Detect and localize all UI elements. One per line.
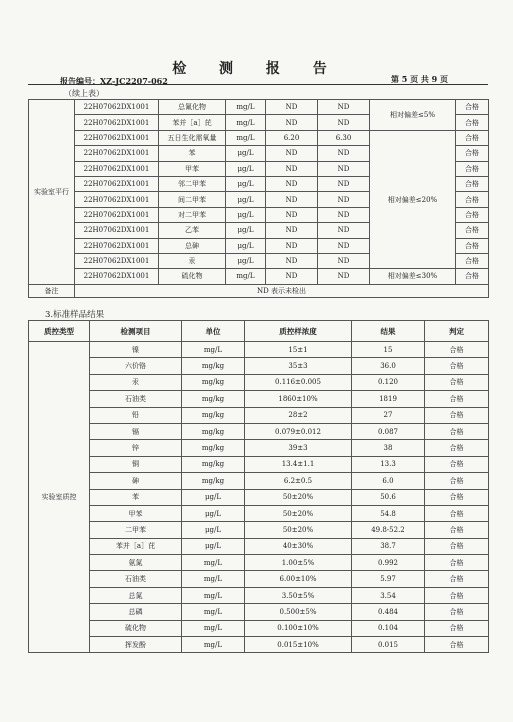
unit-cell: μg/L	[182, 538, 245, 554]
verdict-cell: 合格	[425, 555, 489, 571]
unit-cell: mg/L	[182, 571, 245, 587]
parallel-table	[28, 99, 489, 298]
qc-category-cell: 实验室平行	[29, 100, 75, 285]
standard-value-cell: 0.079±0.012	[245, 423, 352, 439]
col-header: 结果	[352, 321, 425, 342]
result-1-cell: ND	[266, 146, 318, 161]
result-2-cell: ND	[318, 223, 370, 238]
result-2-cell: ND	[318, 146, 370, 161]
sample-id-cell: 22H07062DX1001	[75, 207, 159, 222]
test-item-cell: 镍	[90, 342, 182, 358]
result-cell: 5.97	[352, 571, 425, 587]
verdict-cell: 合格	[456, 100, 489, 115]
table-row	[29, 505, 489, 521]
standard-value-cell: 28±2	[245, 407, 352, 423]
result-1-cell: ND	[266, 176, 318, 191]
unit-cell: μg/L	[226, 207, 266, 222]
test-item-cell: 间二甲苯	[159, 192, 226, 207]
result-2-cell: ND	[318, 100, 370, 115]
result-cell: 0.087	[352, 423, 425, 439]
result-1-cell: ND	[266, 161, 318, 176]
table-row	[29, 473, 489, 489]
unit-cell: μg/L	[226, 192, 266, 207]
sample-id-cell: 22H07062DX1001	[75, 223, 159, 238]
unit-cell: mg/L	[182, 587, 245, 603]
criteria-cell: 相对偏差≤5%	[370, 100, 456, 131]
table-row	[29, 538, 489, 554]
table-row	[29, 620, 489, 636]
test-item-cell: 汞	[159, 253, 226, 268]
table-row	[29, 342, 489, 358]
result-2-cell: ND	[318, 115, 370, 130]
result-cell: 27	[352, 407, 425, 423]
test-item-cell: 苯并［a］芘	[159, 115, 226, 130]
table-row	[29, 555, 489, 571]
test-item-cell: 苯	[159, 146, 226, 161]
remark-row	[29, 284, 489, 297]
result-2-cell: ND	[318, 161, 370, 176]
table-row	[29, 604, 489, 620]
table-row	[29, 391, 489, 407]
col-header: 检测项目	[90, 321, 182, 342]
sample-id-cell: 22H07062DX1001	[75, 146, 159, 161]
verdict-cell: 合格	[456, 253, 489, 268]
verdict-cell: 合格	[425, 456, 489, 472]
standard-value-cell: 1860±10%	[245, 391, 352, 407]
test-item-cell: 苯	[90, 489, 182, 505]
result-2-cell: 6.30	[318, 130, 370, 145]
result-1-cell: ND	[266, 238, 318, 253]
verdict-cell: 合格	[456, 223, 489, 238]
report-number: 报告编号：XZ-JC2207-062	[60, 76, 168, 86]
unit-cell: mg/kg	[182, 358, 245, 374]
verdict-cell: 合格	[425, 522, 489, 538]
result-cell: 15	[352, 342, 425, 358]
test-item-cell: 总氰化物	[159, 100, 226, 115]
result-1-cell: ND	[266, 115, 318, 130]
result-2-cell: ND	[318, 238, 370, 253]
verdict-cell: 合格	[456, 192, 489, 207]
table-row	[29, 522, 489, 538]
unit-cell: mg/kg	[182, 440, 245, 456]
result-2-cell: ND	[318, 269, 370, 284]
verdict-cell: 合格	[425, 423, 489, 439]
verdict-cell: 合格	[425, 440, 489, 456]
unit-cell: μg/L	[226, 223, 266, 238]
test-item-cell: 镉	[90, 423, 182, 439]
unit-cell: mg/L	[182, 604, 245, 620]
unit-cell: mg/kg	[182, 423, 245, 439]
standard-value-cell: 50±20%	[245, 489, 352, 505]
result-cell: 13.3	[352, 456, 425, 472]
verdict-cell: 合格	[425, 571, 489, 587]
result-cell: 38.7	[352, 538, 425, 554]
standard-value-cell: 50±20%	[245, 505, 352, 521]
unit-cell: μg/L	[226, 253, 266, 268]
result-cell: 54.8	[352, 505, 425, 521]
test-item-cell: 石油类	[90, 571, 182, 587]
test-item-cell: 锌	[90, 440, 182, 456]
result-1-cell: ND	[266, 223, 318, 238]
test-item-cell: 挥发酚	[90, 637, 182, 653]
verdict-cell: 合格	[456, 176, 489, 191]
standard-value-cell: 50±20%	[245, 522, 352, 538]
unit-cell: mg/L	[182, 555, 245, 571]
table-row	[29, 130, 489, 145]
criteria-cell: 相对偏差≤20%	[370, 130, 456, 269]
unit-cell: mg/L	[182, 342, 245, 358]
test-item-cell: 甲苯	[90, 505, 182, 521]
remark-label: 备注	[29, 284, 75, 297]
verdict-cell: 合格	[456, 269, 489, 284]
result-2-cell: ND	[318, 207, 370, 222]
verdict-cell: 合格	[425, 538, 489, 554]
standard-value-cell: 6.2±0.5	[245, 473, 352, 489]
page-indicator: 第 5 页 共 9 页	[390, 74, 448, 84]
continued-note: （续上表）	[64, 89, 104, 98]
standard-value-cell: 15±1	[245, 342, 352, 358]
unit-cell: μg/L	[182, 489, 245, 505]
sample-id-cell: 22H07062DX1001	[75, 253, 159, 268]
test-item-cell: 汞	[90, 374, 182, 390]
unit-cell: μg/L	[226, 146, 266, 161]
result-1-cell: ND	[266, 100, 318, 115]
unit-cell: mg/L	[226, 115, 266, 130]
result-cell: 0.992	[352, 555, 425, 571]
standard-value-cell: 0.015±10%	[245, 637, 352, 653]
unit-cell: μg/L	[182, 522, 245, 538]
unit-cell: μg/L	[182, 505, 245, 521]
test-item-cell: 砷	[90, 473, 182, 489]
sample-id-cell: 22H07062DX1001	[75, 161, 159, 176]
sample-id-cell: 22H07062DX1001	[75, 269, 159, 284]
test-item-cell: 苯并［a］芘	[90, 538, 182, 554]
result-cell: 38	[352, 440, 425, 456]
result-1-cell: ND	[266, 207, 318, 222]
result-cell: 3.54	[352, 587, 425, 603]
test-item-cell: 铅	[90, 407, 182, 423]
verdict-cell: 合格	[425, 407, 489, 423]
table-row	[29, 407, 489, 423]
sample-id-cell: 22H07062DX1001	[75, 176, 159, 191]
unit-cell: mg/L	[226, 269, 266, 284]
test-item-cell: 石油类	[90, 391, 182, 407]
result-1-cell: 6.20	[266, 130, 318, 145]
test-item-cell: 甲苯	[159, 161, 226, 176]
unit-cell: mg/L	[226, 130, 266, 145]
table-row	[29, 423, 489, 439]
test-item-cell: 硫化物	[90, 620, 182, 636]
verdict-cell: 合格	[456, 115, 489, 130]
test-item-cell: 铜	[90, 456, 182, 472]
verdict-cell: 合格	[425, 505, 489, 521]
criteria-cell: 相对偏差≤30%	[370, 269, 456, 284]
verdict-cell: 合格	[425, 391, 489, 407]
table-row	[29, 456, 489, 472]
verdict-cell: 合格	[456, 207, 489, 222]
sample-id-cell: 22H07062DX1001	[75, 238, 159, 253]
col-header: 判定	[425, 321, 489, 342]
test-item-cell: 乙苯	[159, 223, 226, 238]
table-row	[29, 100, 489, 115]
result-1-cell: ND	[266, 269, 318, 284]
test-item-cell: 邻二甲苯	[159, 176, 226, 191]
standard-value-cell: 40±30%	[245, 538, 352, 554]
result-cell: 36.0	[352, 358, 425, 374]
unit-cell: mg/kg	[182, 374, 245, 390]
result-cell: 50.6	[352, 489, 425, 505]
standard-value-cell: 0.116±0.005	[245, 374, 352, 390]
result-cell: 0.015	[352, 637, 425, 653]
sample-id-cell: 22H07062DX1001	[75, 115, 159, 130]
standard-value-cell: 13.4±1.1	[245, 456, 352, 472]
unit-cell: mg/L	[182, 620, 245, 636]
test-item-cell: 五日生化需氧量	[159, 130, 226, 145]
unit-cell: mg/kg	[182, 407, 245, 423]
test-item-cell: 二甲苯	[90, 522, 182, 538]
test-item-cell: 硫化物	[159, 269, 226, 284]
standard-value-cell: 0.500±5%	[245, 604, 352, 620]
verdict-cell: 合格	[456, 238, 489, 253]
verdict-cell: 合格	[425, 342, 489, 358]
verdict-cell: 合格	[425, 637, 489, 653]
table-row	[29, 571, 489, 587]
unit-cell: mg/kg	[182, 456, 245, 472]
table-row	[29, 358, 489, 374]
header-rule	[28, 84, 488, 85]
standard-table	[28, 320, 489, 653]
unit-cell: μg/L	[226, 161, 266, 176]
unit-cell: mg/kg	[182, 473, 245, 489]
test-item-cell: 对二甲苯	[159, 207, 226, 222]
standard-value-cell: 1.00±5%	[245, 555, 352, 571]
report-title: 检 测 报 告	[172, 61, 341, 77]
remark-text: ND 表示未检出	[75, 284, 489, 297]
table-row	[29, 587, 489, 603]
table-row	[29, 637, 489, 653]
table-row	[29, 269, 489, 284]
result-1-cell: ND	[266, 253, 318, 268]
unit-cell: mg/L	[226, 100, 266, 115]
verdict-cell: 合格	[456, 161, 489, 176]
unit-cell: mg/kg	[182, 391, 245, 407]
sample-id-cell: 22H07062DX1001	[75, 192, 159, 207]
result-cell: 49.8-52.2	[352, 522, 425, 538]
result-cell: 0.104	[352, 620, 425, 636]
verdict-cell: 合格	[425, 489, 489, 505]
standard-value-cell: 39±3	[245, 440, 352, 456]
result-cell: 6.0	[352, 473, 425, 489]
qc-category-cell: 实验室质控	[29, 342, 90, 653]
test-item-cell: 六价铬	[90, 358, 182, 374]
table-row	[29, 440, 489, 456]
result-cell: 0.120	[352, 374, 425, 390]
result-cell: 0.484	[352, 604, 425, 620]
unit-cell: μg/L	[226, 176, 266, 191]
unit-cell: μg/L	[226, 238, 266, 253]
verdict-cell: 合格	[425, 374, 489, 390]
sample-id-cell: 22H07062DX1001	[75, 100, 159, 115]
result-1-cell: ND	[266, 192, 318, 207]
result-cell: 1819	[352, 391, 425, 407]
unit-cell: mg/L	[182, 637, 245, 653]
verdict-cell: 合格	[425, 620, 489, 636]
verdict-cell: 合格	[425, 473, 489, 489]
standard-value-cell: 3.50±5%	[245, 587, 352, 603]
verdict-cell: 合格	[425, 587, 489, 603]
col-header: 单位	[182, 321, 245, 342]
sample-id-cell: 22H07062DX1001	[75, 130, 159, 145]
standard-value-cell: 6.00±10%	[245, 571, 352, 587]
verdict-cell: 合格	[425, 604, 489, 620]
table-row	[29, 374, 489, 390]
result-2-cell: ND	[318, 176, 370, 191]
verdict-cell: 合格	[425, 358, 489, 374]
result-2-cell: ND	[318, 192, 370, 207]
table-row	[29, 489, 489, 505]
col-header: 质控类型	[29, 321, 90, 342]
standard-value-cell: 35±3	[245, 358, 352, 374]
test-item-cell: 总磷	[90, 604, 182, 620]
standard-value-cell: 0.100±10%	[245, 620, 352, 636]
result-2-cell: ND	[318, 253, 370, 268]
verdict-cell: 合格	[456, 130, 489, 145]
section-title: 3.标准样品结果	[45, 310, 105, 320]
test-item-cell: 氨氮	[90, 555, 182, 571]
test-item-cell: 总砷	[159, 238, 226, 253]
test-item-cell: 总氮	[90, 587, 182, 603]
col-header: 质控样浓度	[245, 321, 352, 342]
verdict-cell: 合格	[456, 146, 489, 161]
